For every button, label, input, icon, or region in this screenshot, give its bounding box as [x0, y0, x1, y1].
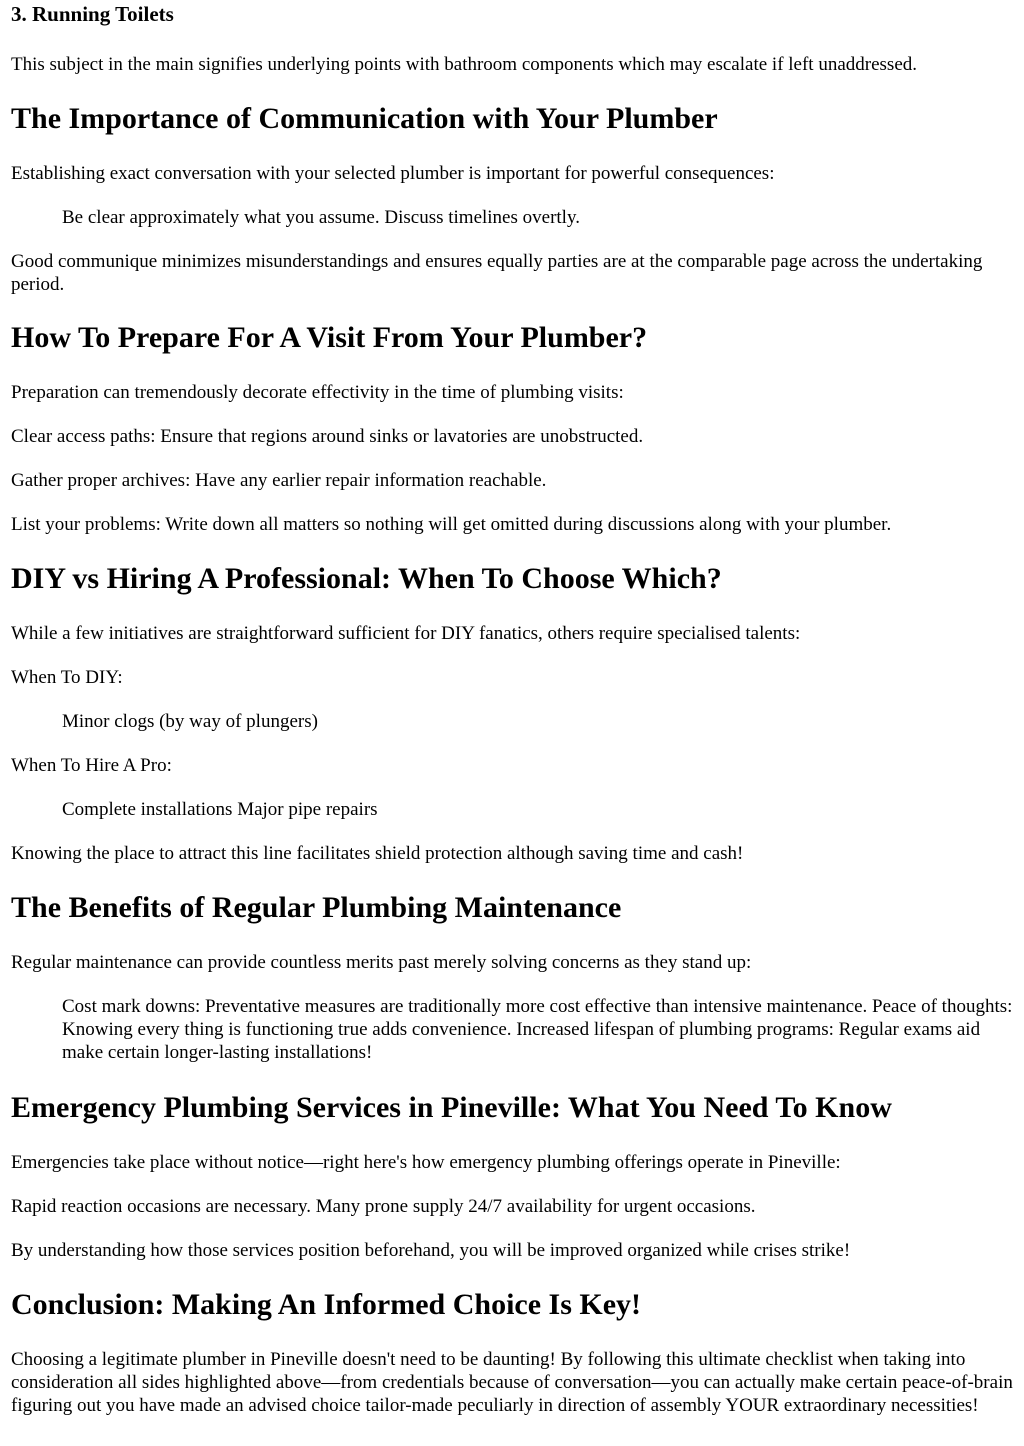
prepare-heading: How To Prepare For A Visit From Your Plumber? — [11, 321, 648, 354]
communication-outro: Good communique minimizes misunderstandings and ensures equally parties are at the comparable page across the undertaking period. — [11, 251, 983, 295]
running-toilets-text: This subject in the main signifies underlying points with bathroom components which may escalate if left unaddressed. — [11, 54, 917, 75]
emergency-intro: Emergencies take place without notice—right here's how emergency plumbing offerings operate in Pineville: — [11, 1152, 841, 1173]
hire-pro-label: When To Hire A Pro: — [11, 755, 172, 776]
communication-intro: Establishing exact conversation with your selected plumber is important for powerful consequences: — [11, 163, 775, 184]
diy-label: When To DIY: — [11, 667, 123, 688]
running-toilets-heading: 3. Running Toilets — [11, 2, 174, 26]
emergency-heading: Emergency Plumbing Services in Pineville: What You Need To Know — [11, 1091, 892, 1124]
diy-quote: Minor clogs (by way of plungers) — [62, 711, 318, 732]
conclusion-text: Choosing a legitimate plumber in Pineville doesn't need to be daunting! By following this ultimate checklist when taking into consideration all sides highlighted above—from credentials because of conversation—you can actually make certain peace-of-brain figuring out you have made an advised choice tailor-made peculiarly in direction of assembly YOUR extraordinary necessities! — [11, 1349, 1013, 1416]
maintenance-intro: Regular maintenance can provide countless merits past merely solving concerns as they stand up: — [11, 952, 752, 973]
diy-heading: DIY vs Hiring A Professional: When To Choose Which? — [11, 562, 722, 595]
prepare-item: List your problems: Write down all matters so nothing will get omitted during discussions along with your plumber. — [11, 514, 892, 535]
prepare-intro: Preparation can tremendously decorate effectivity in the time of plumbing visits: — [11, 382, 624, 403]
hire-pro-quote: Complete installations Major pipe repairs — [62, 799, 378, 820]
emergency-outro: By understanding how those services position beforehand, you will be improved organized while crises strike! — [11, 1240, 851, 1261]
emergency-detail: Rapid reaction occasions are necessary. Many prone supply 24/7 availability for urgent occasions. — [11, 1196, 756, 1217]
conclusion-heading: Conclusion: Making An Informed Choice Is Key! — [11, 1288, 642, 1321]
maintenance-heading: The Benefits of Regular Plumbing Maintenance — [11, 891, 622, 924]
diy-intro: While a few initiatives are straightforward sufficient for DIY fanatics, others require specialised talents: — [11, 623, 801, 644]
prepare-item: Gather proper archives: Have any earlier repair information reachable. — [11, 470, 547, 491]
maintenance-quote: Cost mark downs: Preventative measures are traditionally more cost effective than intensive maintenance. Peace of thoughts: Knowing every thing is functioning true adds convenience. Increased lifespan of plumbing programs: Regular exams aid make certain longer-lasting installations! — [62, 996, 1013, 1063]
communication-heading: The Importance of Communication with Your Plumber — [11, 102, 718, 135]
diy-outro: Knowing the place to attract this line facilitates shield protection although saving time and cash! — [11, 843, 744, 864]
prepare-item: Clear access paths: Ensure that regions around sinks or lavatories are unobstructed. — [11, 426, 644, 447]
communication-quote: Be clear approximately what you assume. Discuss timelines overtly. — [62, 207, 580, 228]
